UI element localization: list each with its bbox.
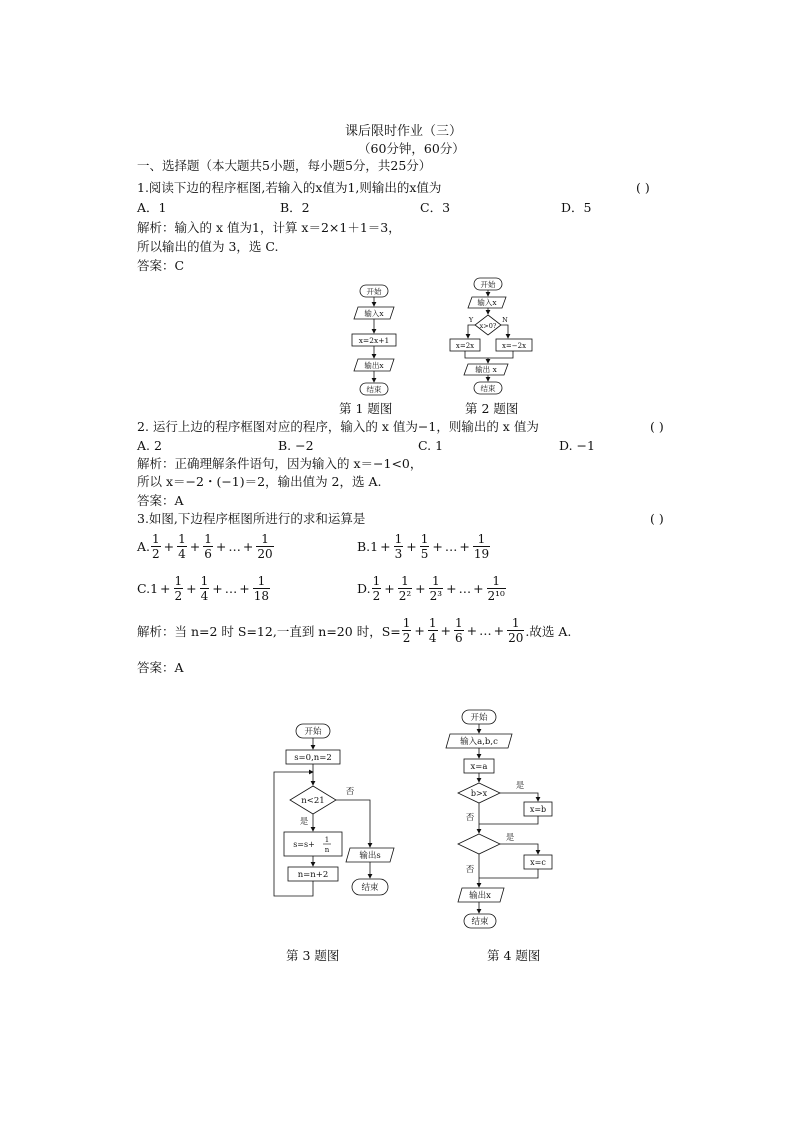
frac: $\frac{1}{19}$: [473, 532, 490, 561]
fig3-start-text: 开始: [304, 727, 322, 737]
fig4-yes1-text: 是: [515, 781, 525, 791]
flowcharts-3-4: [260, 700, 580, 940]
fig2-left-text: x=2x: [455, 342, 475, 350]
frac: $\frac{1}{6}$: [204, 532, 212, 561]
fig4-no2-text: 否: [465, 865, 475, 875]
fig4-start-text: 开始: [470, 713, 488, 723]
frac: $\frac{1}{4}$: [200, 574, 209, 603]
fig1-caption: 第 1 题图: [339, 401, 393, 416]
frac: $\frac{1}{20}$: [508, 616, 524, 645]
q2-analysis-2: 所以 x＝−2・(−1)＝2，输出值为 2，选 A.: [137, 474, 382, 489]
frac: $\frac{1}{2}$: [152, 532, 160, 561]
fig4-end-text: 结束: [471, 917, 489, 927]
fig4-yes2-text: 是: [505, 833, 515, 843]
q1-stem: 1.阅读下边的程序框图,若输入的x值为1,则输出的x值为: [137, 180, 442, 195]
frac: $\frac{1}{3}$: [394, 532, 403, 561]
q1-paren: ( ): [636, 180, 650, 195]
q2-answer: 答案：A: [137, 493, 184, 508]
q2-option-c: C. 1: [418, 438, 444, 453]
fig1-start-text: 开始: [366, 287, 382, 296]
q2-option-b: B. −2: [278, 438, 314, 453]
q3-stem: 3.如图,下边程序框图所进行的求和运算是: [137, 511, 366, 526]
frac: $\frac{1}{2}$: [174, 574, 183, 603]
fig1-output-text: 输出x: [364, 361, 384, 370]
frac: $\frac{1}{4}$: [428, 616, 437, 645]
q2-stem: 2. 运行上边的程序框图对应的程序，输入的 x 值为−1，则输出的 x 值为: [137, 419, 539, 434]
frac: $\frac{1}{4}$: [178, 532, 186, 561]
frac: $\frac{1}{6}$: [454, 616, 463, 645]
fig1-assign-text: x=2x+1: [358, 336, 390, 345]
q3-analysis: 解析：当 n=2 时 S=12,一直到 n=20 时，S= $\frac{1}{2}$ + $\frac{1}{4}$ + $\frac{1}{6}$ + … + $\frac{1}{20}$ .故选 A.: [137, 616, 572, 645]
q2-option-d: D. −1: [559, 438, 595, 453]
fig4-input-text: 输入a,b,c: [460, 737, 498, 747]
frac: $\frac{1}{\text{2¹⁰}}$: [487, 574, 505, 603]
q1-analysis-1: 解析：输入的 x 值为1，计算 x＝2×1＋1＝3，: [137, 220, 401, 235]
fig4-no1-text: 否: [465, 813, 475, 823]
q3-option-b: B. 1 + $\frac{1}{3}$ + $\frac{1}{5}$ + … + $\frac{1}{19}$: [357, 532, 490, 561]
fig4-cond1-text: b>x: [470, 789, 488, 798]
fig2-cond-text: x>0?: [479, 322, 497, 330]
q1-option-c: C．3: [420, 200, 451, 215]
q3-option-c: C. 1 + $\frac{1}{2}$ + $\frac{1}{4}$ + … + $\frac{1}{18}$: [137, 574, 270, 603]
fig2-start-text: 开始: [480, 280, 496, 289]
fig4-assign3-text: x=c: [530, 858, 546, 867]
frac: $\frac{1}{20}$: [257, 532, 273, 561]
fig4-caption: 第 4 题图: [487, 948, 541, 963]
fig1-input-text: 输入x: [364, 309, 384, 318]
q1-option-b: B．2: [280, 200, 310, 215]
fig4-output-text: 输出x: [469, 891, 491, 901]
frac: $\frac{1}{\text{2²}}$: [398, 574, 412, 603]
fig3-cond-text: n<21: [301, 796, 325, 806]
fig2-input-text: 输入x: [477, 298, 497, 307]
section-heading: 一、选择题（本大题共5小题，每小题5分，共25分）: [137, 158, 432, 173]
fig3-body2-text: n=n+2: [297, 870, 329, 880]
q2-paren: ( ): [650, 419, 664, 434]
q3-paren: ( ): [650, 511, 664, 526]
page-title: 课后限时作业（三）: [345, 124, 463, 139]
fig2-output-text: 输出 x: [475, 365, 497, 374]
frac: $\frac{1}{5}$: [420, 532, 429, 561]
q2-option-a: A. 2: [137, 438, 162, 453]
fig4-cond2-box: [458, 834, 500, 854]
q2-analysis-1: 解析：正确理解条件语句，因为输入的 x＝−1<0，: [137, 456, 423, 471]
fig2-caption: 第 2 题图: [465, 401, 519, 416]
fig4-assign2-text: x=b: [529, 805, 547, 814]
fig3-body1-num: 1: [324, 836, 330, 844]
fig3-output-text: 输出s: [359, 851, 381, 861]
frac: $\frac{1}{18}$: [253, 574, 270, 603]
fig3-no-text: 否: [345, 787, 355, 797]
q3-option-d: D. $\frac{1}{2}$ + $\frac{1}{\text{2²}}$ + $\frac{1}{\text{2³}}$ + … + $\frac{1}{\text{2¹⁰}}$: [357, 574, 505, 603]
fig3-caption: 第 3 题图: [286, 948, 340, 963]
flowcharts-1-2: [330, 275, 540, 415]
q1-answer: 答案：C: [137, 258, 185, 273]
frac: $\frac{1}{2}$: [372, 574, 381, 603]
frac: $\frac{1}{\text{2³}}$: [429, 574, 443, 603]
q1-option-a: A．1: [137, 200, 167, 215]
fig2-right-text: x=−2x: [501, 342, 527, 350]
fig2-end-text: 结束: [480, 384, 496, 393]
page-subtitle: （60分钟，60分）: [358, 141, 465, 156]
q1-option-d: D．5: [561, 200, 592, 215]
fig3-init-text: s=0,n=2: [294, 753, 332, 763]
q3-option-a: A. $\frac{1}{2}$ + $\frac{1}{4}$ + $\frac{1}{6}$ + … + $\frac{1}{20}$: [137, 532, 273, 561]
fig2-yes-text: Y: [468, 316, 474, 324]
fig3-body1-text: s=s+: [293, 840, 315, 849]
fig1-end-text: 结束: [366, 385, 382, 394]
q3-answer: 答案：A: [137, 660, 184, 675]
fig3-yes-text: 是: [299, 817, 309, 827]
frac: $\frac{1}{2}$: [402, 616, 411, 645]
fig2-no-text: N: [502, 316, 508, 324]
fig4-assign-text: x=a: [470, 762, 488, 772]
q1-analysis-2: 所以输出的值为 3，选 C.: [137, 239, 279, 254]
fig3-body1-den: n: [324, 846, 330, 854]
fig3-end-text: 结束: [361, 883, 379, 893]
